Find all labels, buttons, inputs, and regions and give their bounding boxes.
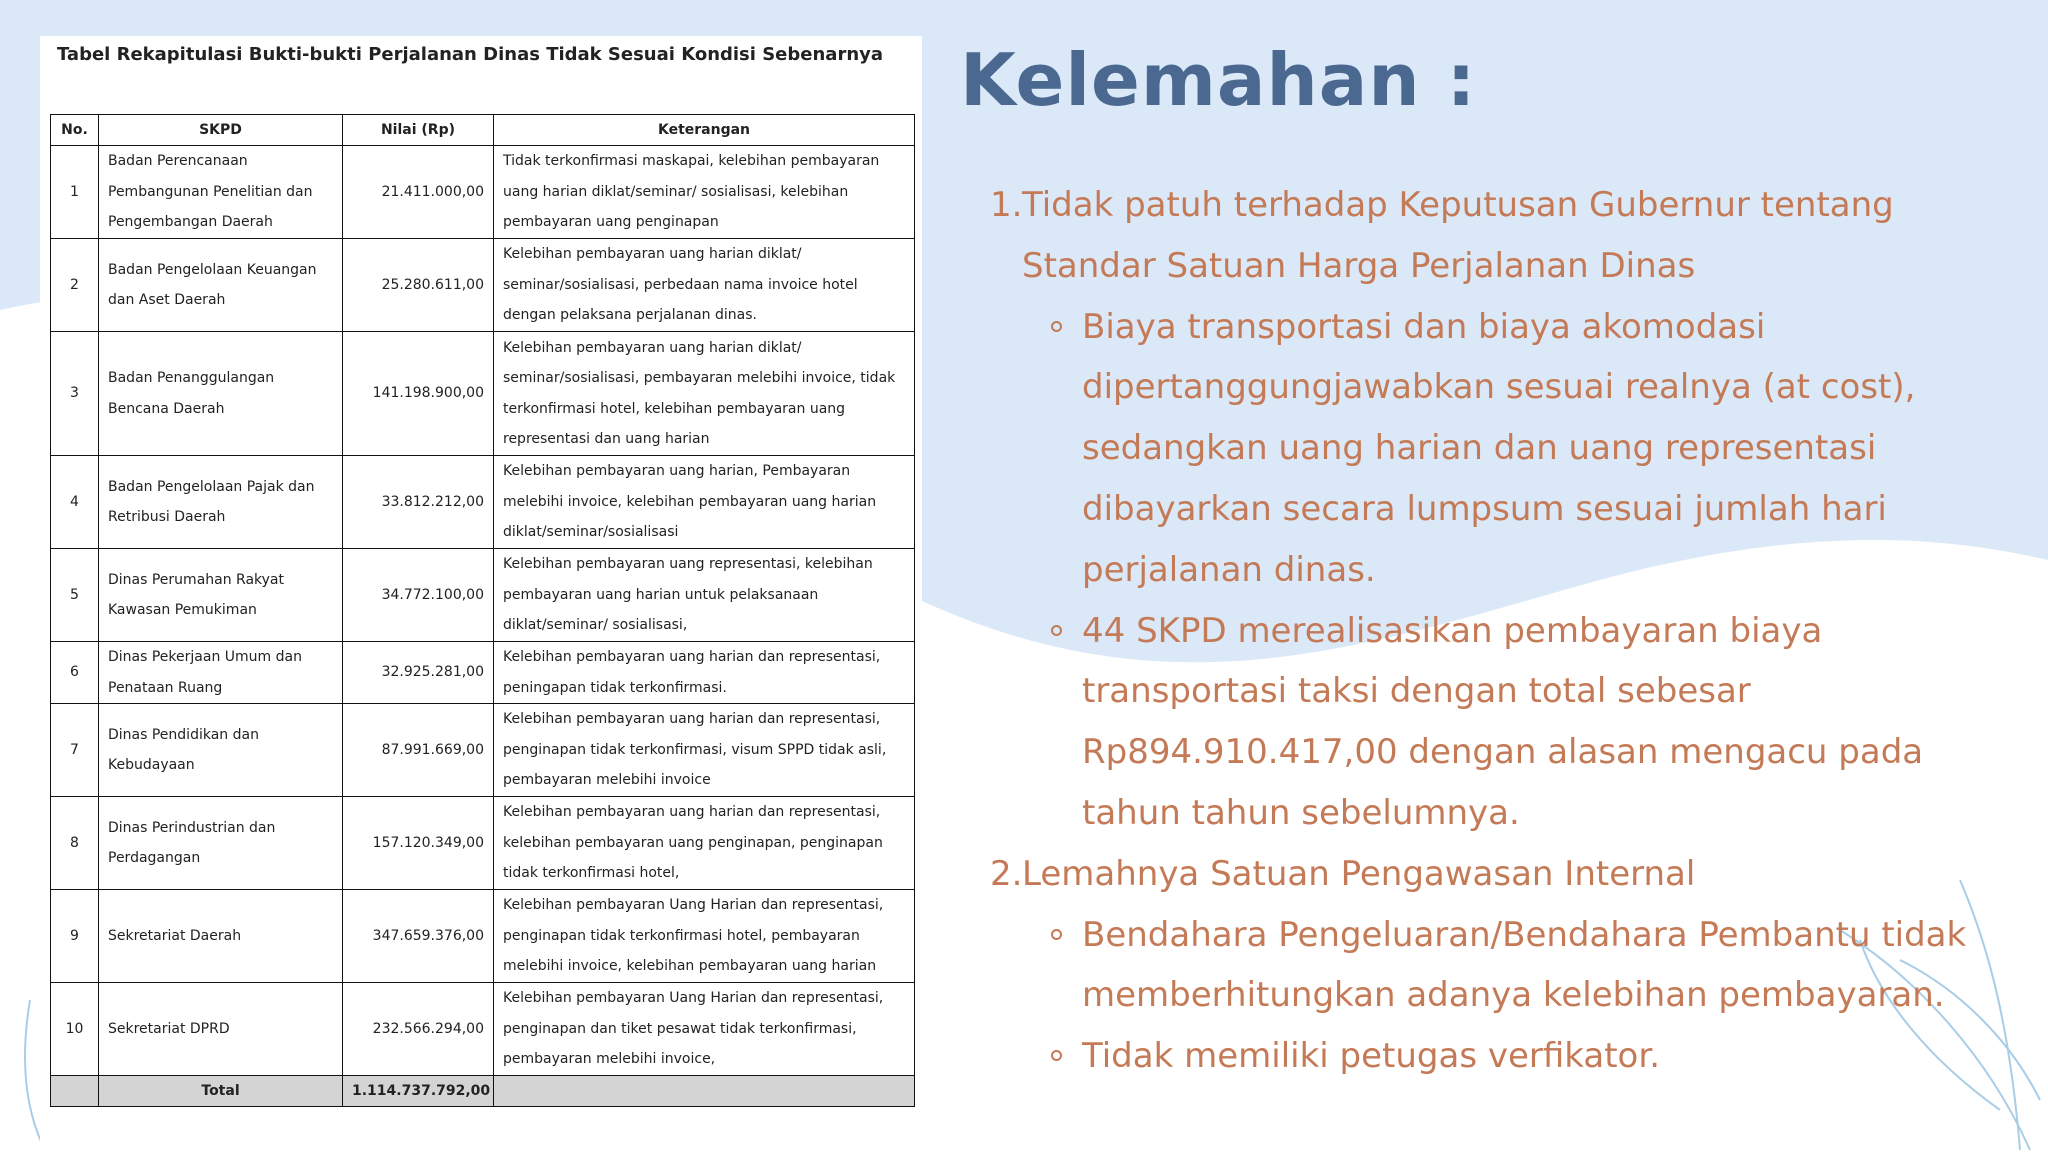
table-row: [51, 797, 915, 890]
header-no: No.: [51, 115, 99, 146]
circle-bullet-icon: [1051, 1050, 1062, 1061]
cell-keterangan: Kelebihan pembayaran uang harian, Pembayaran melebihi invoice, kelebihan pembayaran uang harian diklat/seminar/sosialisasi: [494, 456, 915, 549]
cell-nilai: 87.991.669,00: [343, 704, 494, 797]
table-title: Tabel Rekapitulasi Bukti-bukti Perjalanan Dinas Tidak Sesuai Kondisi Sebenarnya: [56, 44, 884, 65]
cell-skpd: Badan Pengelolaan Pajak dan Retribusi Daerah: [99, 456, 343, 549]
cell-no: 6: [51, 642, 99, 704]
cell-total-value: 1.114.737.792,00: [343, 1076, 494, 1107]
circle-bullet-icon: [1051, 625, 1062, 636]
cell-no: 1: [51, 146, 99, 239]
cell-skpd: Sekretariat DPRD: [99, 983, 343, 1076]
recap-table-panel: [40, 36, 922, 1152]
header-keterangan: Keterangan: [494, 115, 915, 146]
cell-nilai: 157.120.349,00: [343, 797, 494, 890]
table-row: [51, 239, 915, 332]
cell-no: 7: [51, 704, 99, 797]
cell-no: 9: [51, 890, 99, 983]
header-nilai: Nilai (Rp): [343, 115, 494, 146]
sub-point-text: Biaya transportasi dan biaya akomodasi dipertanggungjawabkan sesuai realnya (at cost), sedangkan uang harian dan uang representasi dibayarkan secara lumpsum sesuai jumlah hari perjalanan dinas.: [1082, 306, 1916, 590]
weakness-point: [990, 175, 2020, 297]
table-row: [51, 332, 915, 456]
cell-keterangan: Kelebihan pembayaran uang harian diklat/ seminar/sosialisasi, pembayaran melebihi invoice, tidak terkonfirmasi hotel, kelebihan pembayaran uang representasi dan uang harian: [494, 332, 915, 456]
cell-no: 3: [51, 332, 99, 456]
cell-nilai: 347.659.376,00: [343, 890, 494, 983]
table-header-row: [51, 115, 915, 146]
circle-bullet-icon: [1051, 321, 1062, 332]
point-number: 1.: [990, 185, 1023, 225]
cell-nilai: 25.280.611,00: [343, 239, 494, 332]
point-text: Tidak patuh terhadap Keputusan Gubernur tentang Standar Satuan Harga Perjalanan Dinas: [1022, 185, 1894, 286]
cell-nilai: 32.925.281,00: [343, 642, 494, 704]
cell-nilai: 141.198.900,00: [343, 332, 494, 456]
cell-no: 8: [51, 797, 99, 890]
cell-no: 2: [51, 239, 99, 332]
cell-nilai: 34.772.100,00: [343, 549, 494, 642]
circle-bullet-icon: [1051, 929, 1062, 940]
table-row: [51, 642, 915, 704]
cell-skpd: Badan Perencanaan Pembangunan Penelitian dan Pengembangan Daerah: [99, 146, 343, 239]
header-skpd: SKPD: [99, 115, 343, 146]
cell-keterangan: Kelebihan pembayaran uang representasi, kelebihan pembayaran uang harian untuk pelaksanaan diklat/seminar/ sosialisasi,: [494, 549, 915, 642]
point-number: 2.: [990, 853, 1023, 894]
cell-keterangan: Kelebihan pembayaran Uang Harian dan representasi, penginapan dan tiket pesawat tidak terkonfirmasi, pembayaran melebihi invoice,: [494, 983, 915, 1076]
table-total-row: [51, 1076, 915, 1107]
sub-point: [990, 601, 2020, 844]
table-row: [51, 456, 915, 549]
cell-total-note: [494, 1076, 915, 1107]
cell-keterangan: Kelebihan pembayaran uang harian dan representasi, penginapan tidak terkonfirmasi, visum SPPD tidak asli, pembayaran melebihi invoice: [494, 704, 915, 797]
recap-table: [50, 114, 915, 1107]
cell-keterangan: Kelebihan pembayaran uang harian diklat/ seminar/sosialisasi, perbedaan nama invoice hotel dengan pelaksana perjalanan dinas.: [494, 239, 915, 332]
cell-no: 5: [51, 549, 99, 642]
cell-skpd: Sekretariat Daerah: [99, 890, 343, 983]
sub-point-text: Bendahara Pengeluaran/Bendahara Pembantu tidak memberhitungkan adanya kelebihan pembayaran.: [1082, 914, 1967, 1016]
slide-title: Kelemahan :: [960, 38, 1477, 122]
point-text: Lemahnya Satuan Pengawasan Internal: [1022, 853, 1696, 894]
sub-point: [990, 1026, 2020, 1087]
cell-skpd: Badan Pengelolaan Keuangan dan Aset Daerah: [99, 239, 343, 332]
cell-skpd: Dinas Perumahan Rakyat Kawasan Pemukiman: [99, 549, 343, 642]
sub-point-text: 44 SKPD merealisasikan pembayaran biaya transportasi taksi dengan total sebesar Rp894.910.417,00 dengan alasan mengacu pada tahun tahun sebelumnya.: [1082, 610, 1924, 833]
cell-nilai: 232.566.294,00: [343, 983, 494, 1076]
table-row: [51, 890, 915, 983]
cell-nilai: 21.411.000,00: [343, 146, 494, 239]
weakness-point: [990, 844, 2020, 905]
cell-skpd: Dinas Perindustrian dan Perdagangan: [99, 797, 343, 890]
cell-keterangan: Tidak terkonfirmasi maskapai, kelebihan pembayaran uang harian diklat/seminar/ sosialisasi, kelebihan pembayaran uang penginapan: [494, 146, 915, 239]
cell-total-label: Total: [99, 1076, 343, 1107]
cell-no: 10: [51, 983, 99, 1076]
weakness-list: [990, 175, 2020, 1087]
cell-skpd: Badan Penanggulangan Bencana Daerah: [99, 332, 343, 456]
cell-skpd: Dinas Pendidikan dan Kebudayaan: [99, 704, 343, 797]
table-row: [51, 549, 915, 642]
cell-nilai: 33.812.212,00: [343, 456, 494, 549]
sub-point: [990, 905, 2020, 1027]
cell-no: 4: [51, 456, 99, 549]
cell-keterangan: Kelebihan pembayaran uang harian dan representasi, peningapan tidak terkonfirmasi.: [494, 642, 915, 704]
cell-total-blank: [51, 1076, 99, 1107]
table-row: [51, 146, 915, 239]
cell-skpd: Dinas Pekerjaan Umum dan Penataan Ruang: [99, 642, 343, 704]
sub-point: [990, 297, 2020, 601]
table-row: [51, 704, 915, 797]
sub-point-text: Tidak memiliki petugas verfikator.: [1082, 1036, 1660, 1077]
cell-keterangan: Kelebihan pembayaran uang harian dan representasi, kelebihan pembayaran uang penginapan, penginapan tidak terkonfirmasi hotel,: [494, 797, 915, 890]
table-row: [51, 983, 915, 1076]
cell-keterangan: Kelebihan pembayaran Uang Harian dan representasi, penginapan tidak terkonfirmasi hotel, pembayaran melebihi invoice, kelebihan pembayaran uang harian: [494, 890, 915, 983]
